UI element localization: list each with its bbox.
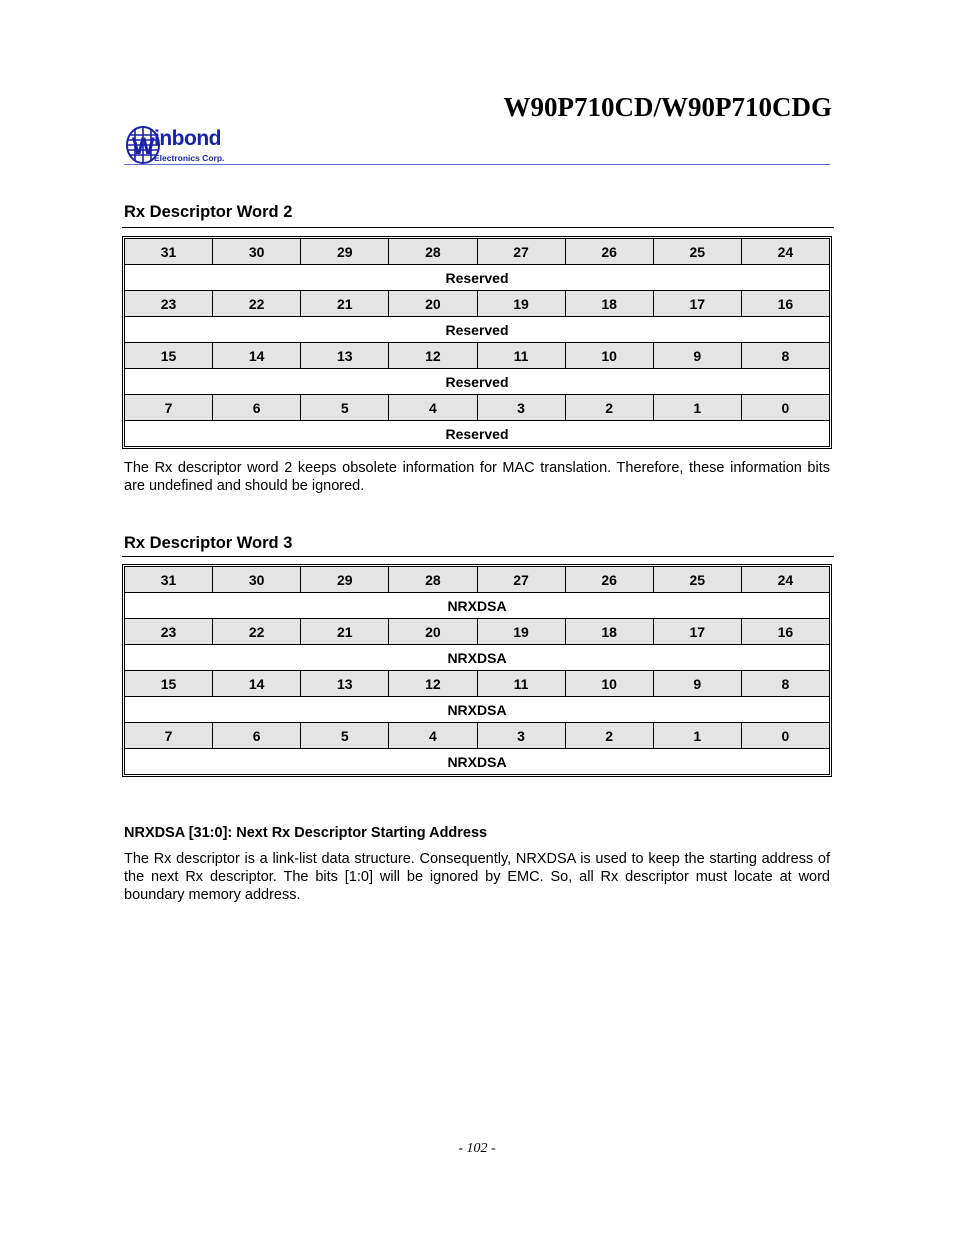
field-cell: NRXDSA <box>125 645 830 671</box>
bit-cell: 7 <box>125 395 213 421</box>
bit-cell: 15 <box>125 343 213 369</box>
bit-cell: 4 <box>389 395 477 421</box>
bit-row <box>125 567 830 593</box>
field-description-text: The Rx descriptor is a link-list data structure. Consequently, NRXDSA is used to keep the starting address of the next Rx descriptor. The bits [1:0] will be ignored by EMC. So, all Rx descriptor must locate at word boundary memory address. <box>124 851 830 903</box>
bit-cell: 8 <box>741 671 829 697</box>
bit-cell: 6 <box>213 723 301 749</box>
bit-cell: 12 <box>389 343 477 369</box>
bit-cell: 26 <box>565 239 653 265</box>
bit-cell: 25 <box>653 239 741 265</box>
bit-row <box>125 619 830 645</box>
bit-cell: 30 <box>213 239 301 265</box>
field-row <box>125 265 830 291</box>
bit-cell: 20 <box>389 619 477 645</box>
bit-cell: 19 <box>477 291 565 317</box>
field-cell: Reserved <box>125 421 830 447</box>
field-cell: Reserved <box>125 317 830 343</box>
bit-cell: 9 <box>653 671 741 697</box>
bit-cell: 28 <box>389 567 477 593</box>
bit-cell: 8 <box>741 343 829 369</box>
bit-cell: 9 <box>653 343 741 369</box>
bit-row <box>125 671 830 697</box>
bit-cell: 25 <box>653 567 741 593</box>
field-cell: NRXDSA <box>125 697 830 723</box>
bit-cell: 2 <box>565 723 653 749</box>
bit-cell: 6 <box>213 395 301 421</box>
bit-cell: 17 <box>653 291 741 317</box>
page-number: - 102 - <box>458 1141 496 1156</box>
logo-subtitle: Electronics Corp. <box>154 153 225 163</box>
bit-cell: 19 <box>477 619 565 645</box>
bit-cell: 15 <box>125 671 213 697</box>
bit-cell: 1 <box>653 723 741 749</box>
word2-description: The Rx descriptor word 2 keeps obsolete information for MAC translation. Therefore, these information bits are undefined and should be ignored. <box>124 460 830 494</box>
field-row <box>125 645 830 671</box>
bit-row <box>125 723 830 749</box>
field-cell: Reserved <box>125 369 830 395</box>
bit-cell: 20 <box>389 291 477 317</box>
bit-cell: 7 <box>125 723 213 749</box>
bit-cell: 17 <box>653 619 741 645</box>
field-row <box>125 421 830 447</box>
bit-row <box>125 395 830 421</box>
field-cell: NRXDSA <box>125 593 830 619</box>
section-heading-word3: Rx Descriptor Word 3 <box>124 534 293 552</box>
bit-cell: 5 <box>301 723 389 749</box>
bit-cell: 11 <box>477 671 565 697</box>
bit-cell: 23 <box>125 619 213 645</box>
bit-cell: 4 <box>389 723 477 749</box>
bit-cell: 24 <box>741 567 829 593</box>
document-title: W90P710CD/W90P710CDG <box>503 92 832 122</box>
bit-cell: 18 <box>565 291 653 317</box>
bit-cell: 11 <box>477 343 565 369</box>
winbond-logo <box>126 125 256 167</box>
field-row <box>125 697 830 723</box>
bit-cell: 16 <box>741 291 829 317</box>
bit-cell: 12 <box>389 671 477 697</box>
bit-cell: 29 <box>301 567 389 593</box>
field-row <box>125 749 830 775</box>
section-rule-word2 <box>122 227 834 228</box>
bit-cell: 31 <box>125 567 213 593</box>
bit-cell: 27 <box>477 567 565 593</box>
bit-cell: 23 <box>125 291 213 317</box>
field-row <box>125 317 830 343</box>
bit-row <box>125 343 830 369</box>
bit-cell: 3 <box>477 723 565 749</box>
bit-cell: 0 <box>741 723 829 749</box>
bit-cell: 10 <box>565 343 653 369</box>
logo-wordmark: inbond <box>154 127 221 150</box>
bit-cell: 27 <box>477 239 565 265</box>
bit-cell: 28 <box>389 239 477 265</box>
bit-cell: 29 <box>301 239 389 265</box>
field-row <box>125 593 830 619</box>
bit-cell: 21 <box>301 291 389 317</box>
header-divider <box>124 164 830 165</box>
bit-row <box>125 291 830 317</box>
bit-cell: 0 <box>741 395 829 421</box>
bit-row <box>125 239 830 265</box>
field-cell: Reserved <box>125 265 830 291</box>
bit-cell: 13 <box>301 343 389 369</box>
bit-cell: 21 <box>301 619 389 645</box>
field-description-title: NRXDSA [31:0]: Next Rx Descriptor Starting Address <box>124 825 488 841</box>
register-table-word3 <box>122 564 832 777</box>
register-table-word2 <box>122 236 832 449</box>
bit-cell: 31 <box>125 239 213 265</box>
bit-cell: 5 <box>301 395 389 421</box>
bit-cell: 3 <box>477 395 565 421</box>
bit-cell: 22 <box>213 291 301 317</box>
bit-cell: 1 <box>653 395 741 421</box>
svg-text:W: W <box>132 133 155 160</box>
bit-cell: 14 <box>213 343 301 369</box>
bit-cell: 2 <box>565 395 653 421</box>
field-cell: NRXDSA <box>125 749 830 775</box>
bit-cell: 18 <box>565 619 653 645</box>
bit-cell: 30 <box>213 567 301 593</box>
bit-cell: 13 <box>301 671 389 697</box>
bit-cell: 22 <box>213 619 301 645</box>
bit-cell: 14 <box>213 671 301 697</box>
bit-cell: 26 <box>565 567 653 593</box>
section-rule-word3 <box>122 556 834 557</box>
bit-cell: 10 <box>565 671 653 697</box>
bit-cell: 16 <box>741 619 829 645</box>
section-heading-word2: Rx Descriptor Word 2 <box>124 203 293 221</box>
bit-cell: 24 <box>741 239 829 265</box>
field-row <box>125 369 830 395</box>
